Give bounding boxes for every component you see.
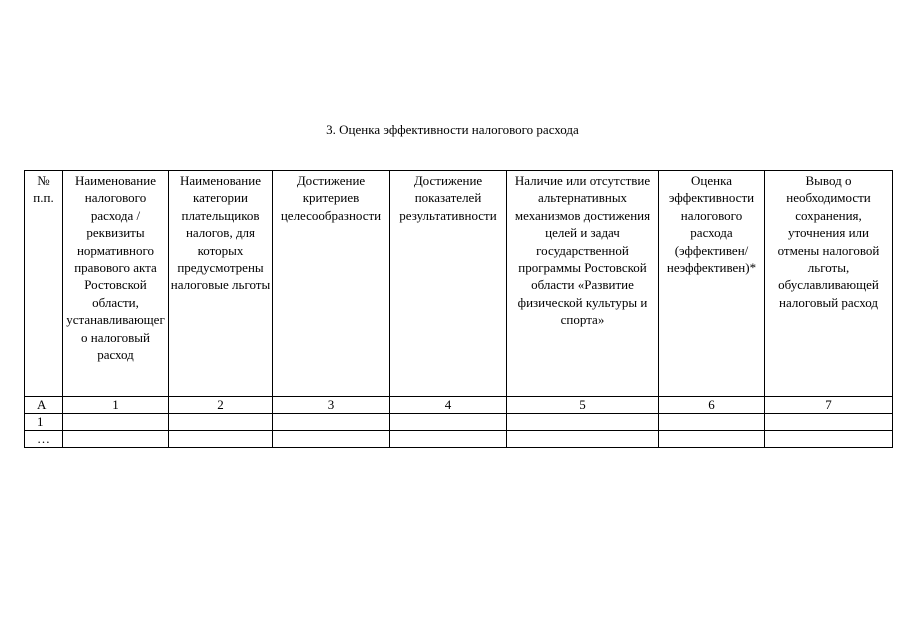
header-cell-tax-expense-name: Наименование налогового расхода / реквизиты нормативного правового акта Ростовской области, устанавливающего налоговый расход (63, 171, 169, 397)
header-cell-payer-category: Наименование категории плательщиков налогов, для которых предусмотрены налоговые льготы (169, 171, 273, 397)
table-cell (273, 414, 390, 431)
table-cell (63, 414, 169, 431)
tax-expense-evaluation-table (24, 170, 893, 448)
header-cell-efficiency-assessment: Оценка эффективности налогового расхода (эффективен/ неэффективен)* (659, 171, 765, 397)
table-cell (169, 431, 273, 448)
header-cell-performance-indicators: Достижение показателей результативности (390, 171, 507, 397)
column-number-cell: А (25, 397, 63, 414)
table-cell (507, 414, 659, 431)
table-cell (169, 414, 273, 431)
table-cell (659, 414, 765, 431)
table-cell (273, 431, 390, 448)
header-cell-index: № п.п. (25, 171, 63, 397)
table-row (25, 414, 893, 431)
table-cell (765, 414, 893, 431)
column-number-cell: 4 (390, 397, 507, 414)
header-cell-conclusion: Вывод о необходимости сохранения, уточнения или отмены налоговой льготы, обуславливающей налоговый расход (765, 171, 893, 397)
column-number-cell: 5 (507, 397, 659, 414)
column-number-cell: 6 (659, 397, 765, 414)
table-cell (390, 431, 507, 448)
section-title: 3. Оценка эффективности налогового расхода (326, 122, 579, 137)
header-cell-expediency-criteria: Достижение критериев целесообразности (273, 171, 390, 397)
header-cell-alternative-mechanisms: Наличие или отсутствие альтернативных механизмов достижения целей и задач государственной программы Ростовской области «Развитие физической культуры и спорта» (507, 171, 659, 397)
column-number-cell: 7 (765, 397, 893, 414)
column-number-cell: 1 (63, 397, 169, 414)
table-cell: … (25, 431, 63, 448)
table-cell (63, 431, 169, 448)
header-row (25, 171, 893, 397)
column-number-cell: 3 (273, 397, 390, 414)
column-number-row (25, 397, 893, 414)
column-number-cell: 2 (169, 397, 273, 414)
table-cell (765, 431, 893, 448)
table-cell: 1 (25, 414, 63, 431)
table-cell (507, 431, 659, 448)
table-cell (390, 414, 507, 431)
table-cell (659, 431, 765, 448)
table-row (25, 431, 893, 448)
